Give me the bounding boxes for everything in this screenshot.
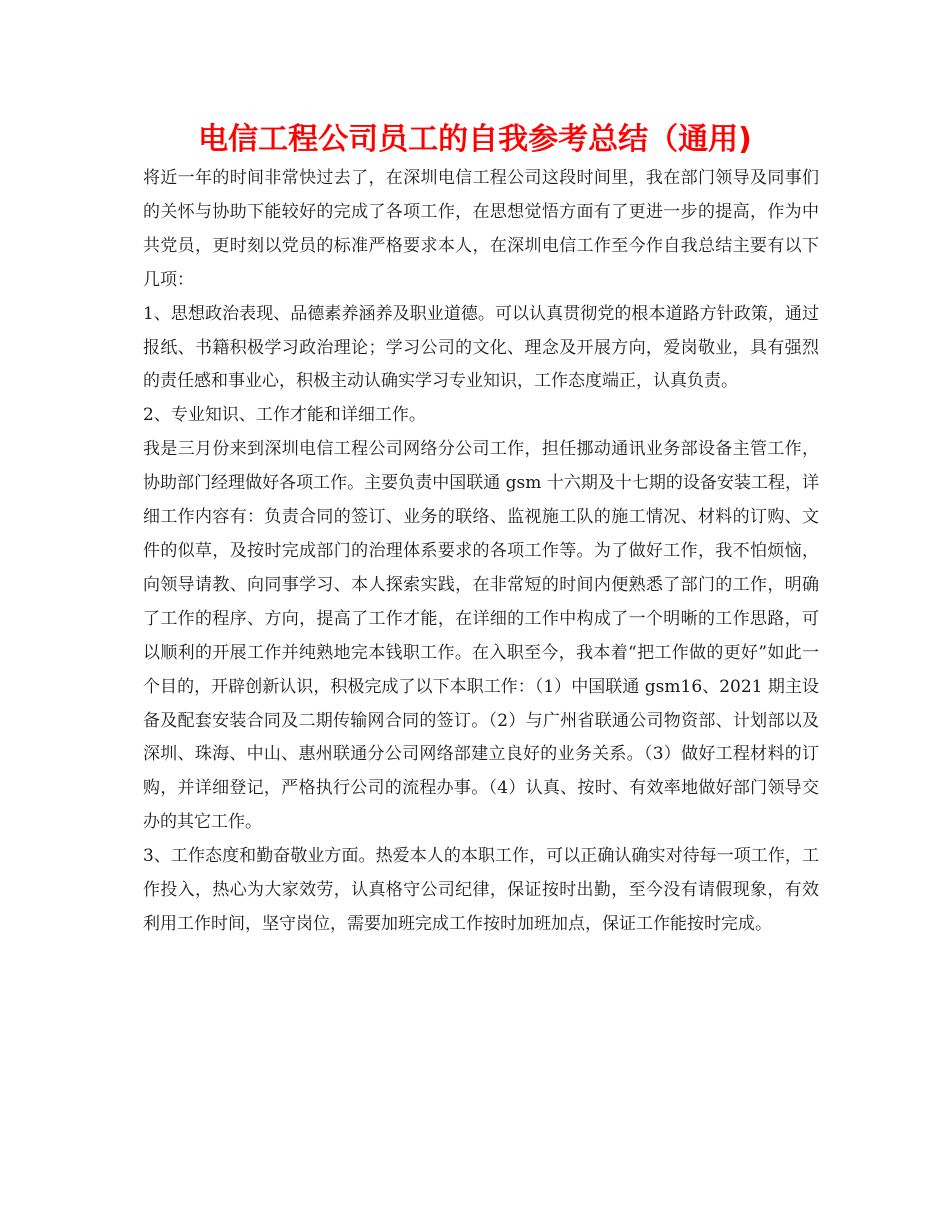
paragraph-intro: 将近一年的时间非常快过去了，在深圳电信工程公司这段时间里，我在部门领导及同事们的关怀与协助下能较好的完成了各项工作，在思想觉悟方面有了更进一步的提高，作为中共党员，更时刻以党员的标准严格要求本人，在深圳电信工作至今作自我总结主要有以下几项：: [143, 168, 819, 290]
paragraph-section-2-heading: 2、专业知识、工作才能和详细工作。: [143, 405, 426, 426]
paragraph-section-2-body: 我是三月份来到深圳电信工程公司网络分公司工作，担任挪动通讯业务部设备主管工作，协助部门经理做好各项工作。主要负责中国联通 gsm 十六期及十七期的设备安装工程，详细工作内容有：负责合同的签订、业务的联络、监视施工队的施工情况、材料的订购、文件的似草，及按时完成部门的治理体系要求的各项工作等。为了做好工作，我不怕烦恼，向领导请教、向同事学习、本人探索实践，在非常短的时间内便熟悉了部门的工作，明确了工作的程序、方向，提高了工作才能，在详细的工作中构成了一个明晰的工作思路，可以顺利的开展工作并纯熟地完本钱职工作。在入职至今，我本着“把工作做的更好”如此一个目的，开辟创新认识，积极完成了以下本职工作：（1）中国联通 gsm16、2021 期主设备及配套安装合同及二期传输网合同的签订。（2）与广州省联通公司物资部、计划部以及深圳、珠海、中山、惠州联通分公司网络部建立良好的业务关系。（3）做好工程材料的订购，并详细登记，严格执行公司的流程办事。（4）认真、按时、有效率地做好部门领导交办的其它工作。: [143, 439, 819, 833]
document-title: 电信工程公司员工的自我参考总结（通用): [198, 122, 752, 157]
paragraph-section-1: 1、思想政治表现、品德素养涵养及职业道德。可以认真贯彻党的根本道路方针政策，通过报纸、书籍积极学习政治理论；学习公司的文化、理念及开展方向，爱岗敬业，具有强烈的责任感和事业心，积极主动认确实学习专业知识，工作态度端正，认真负责。: [143, 303, 819, 392]
document-body: [143, 162, 819, 942]
paragraph-section-3: 3、工作态度和勤奋敬业方面。热爱本人的本职工作，可以正确认确实对待每一项工作，工作投入，热心为大家效劳，认真格守公司纪律，保证按时出勤，至今没有请假现象，有效利用工作时间，坚守岗位，需要加班完成工作按时加班加点，保证工作能按时完成。: [143, 846, 819, 934]
